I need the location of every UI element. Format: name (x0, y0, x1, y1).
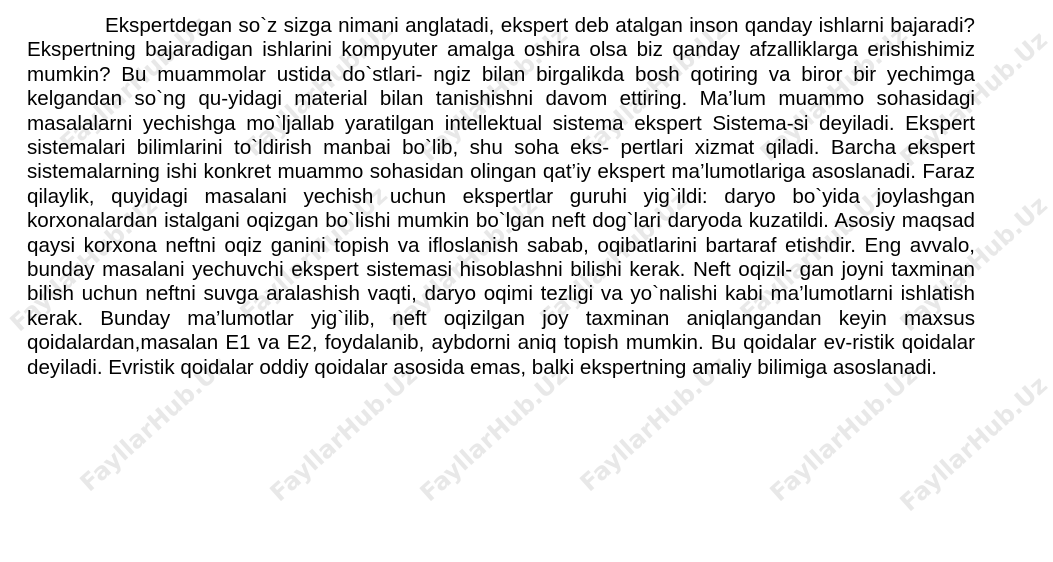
watermark: FayllarHub.Uz (239, 15, 398, 163)
watermark: FayllarHub.Uz (234, 180, 393, 328)
watermark: FayllarHub.Uz (74, 350, 233, 498)
watermark: FayllarHub.Uz (414, 20, 573, 168)
watermark: FayllarHub.Uz (574, 15, 733, 163)
watermark: FayllarHub.Uz (734, 180, 893, 328)
watermark: FayllarHub.Uz (894, 370, 1053, 518)
watermark: FayllarHub.Uz (894, 25, 1053, 173)
watermark: FayllarHub.Uz (54, 10, 213, 158)
watermark: FayllarHub.Uz (384, 190, 543, 338)
body-paragraph: Ekspertdegan so`z sizga nimani anglatadi, ekspert deb atalgan inson qanday ishlarni bajaradi? Ekspertning bajaradigan ishlarini kompyuter amalga oshira olsa biz qanday afzalliklarga erishishimiz mumkin? Bu muammolar ustida do`stlari- ngiz bilan birgalikda bosh qotiring va biror bir yechimga kelgandan so`ng qu-yidagi material bilan tanishishni davom ettiring. Ma’lum muammo sohasidagi masalalarni yechishga mo`ljallab yaratilgan intellektual sistema ekspert Sistema-si deyiladi. Ekspert sistemalari bilimlarini to`ldirish manbai bo`lib, shu soha eks- pertlari xizmat qiladi. Barcha ekspert sistemalarning ishi konkret muammo sohasidan olingan qat’iy ekspert ma’lumotlariga asoslanadi. Faraz qilaylik, quyidagi masalani yechish uchun ekspertlar guruhi yig`ildi: daryo bo`yida joylashgan korxonalardan istalgani oqizgan bo`lishi mumkin bo`lgan neft dog`lari daryoda kuzatildi. Asosiy maqsad qaysi korxona neftni oqiz ganini topish va ifloslanish sabab, oqibatlarini bartaraf etishdir. Eng avvalo, bunday masalani yechuvchi ekspert sistemasi hisoblashni bilishi kerak. Neft oqizil- gan joyni taxminan bilish uchun neftni suvga aralashish vaqti, daryo oqimi tezligi va yo`nalishi kabi ma’lumotlarni ishlatish kerak. Bunday ma’lumotlar yig`ilib, neft oqizilgan joy taxminan aniqlangandan keyin maxsus qoidalardan,masalan E1 va E2, foydalanib, aybdorni aniq topish mumkin. Bu qoidalar ev-ristik qoidalar deyiladi. Evristik qoidalar oddiy qoidalar asosida emas, balki ekspertning amaliy bilimiga asoslanadi. (27, 14, 975, 379)
watermark: FayllarHub.Uz (264, 360, 423, 508)
watermark: FayllarHub.Uz (754, 20, 913, 168)
watermark: FayllarHub.Uz (894, 190, 1053, 338)
watermark: FayllarHub.Uz (4, 190, 163, 338)
watermark: FayllarHub.Uz (764, 360, 923, 508)
watermark: FayllarHub.Uz (414, 360, 573, 508)
watermark: FayllarHub.Uz (534, 185, 693, 333)
watermark: FayllarHub.Uz (574, 350, 733, 498)
